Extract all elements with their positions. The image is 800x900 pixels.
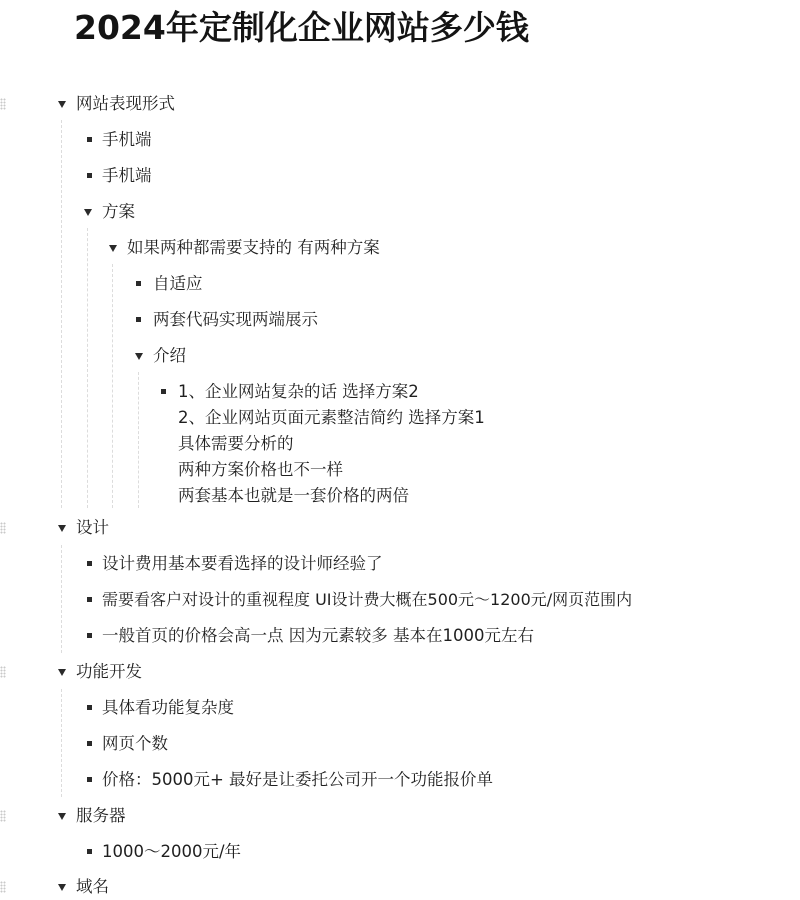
bullet-icon [87,741,92,746]
outline-node-mobile-2[interactable]: 手机端 [102,166,152,185]
bullet-icon [136,317,141,322]
drag-handle-icon[interactable] [0,522,6,534]
collapse-toggle-icon[interactable] [135,353,143,360]
note-line: 2、企业网站页面元素整洁简约 选择方案1 [178,408,485,427]
outline-node-plan[interactable]: 方案 [102,202,135,221]
bullet-icon [161,389,166,394]
indent-guide [138,372,139,508]
indent-guide [61,689,62,797]
drag-handle-icon[interactable] [0,98,6,110]
outline-node-design[interactable]: 设计 [76,518,109,537]
indent-guide [112,264,113,508]
outline-node-design-fee[interactable]: 设计费用基本要看选择的设计师经验了 [102,554,383,573]
outline-node-two-plans[interactable]: 如果两种都需要支持的 有两种方案 [127,238,380,257]
note-line: 具体需要分析的 [178,434,294,453]
collapse-toggle-icon[interactable] [109,245,117,252]
bullet-icon [87,561,92,566]
note-line: 两套基本也就是一套价格的两倍 [178,486,409,505]
collapse-toggle-icon[interactable] [58,669,66,676]
collapse-toggle-icon[interactable] [58,884,66,891]
indent-guide [61,120,62,508]
drag-handle-icon[interactable] [0,881,6,893]
outline-node-development[interactable]: 功能开发 [76,662,142,681]
bullet-icon [87,173,92,178]
outline-node-intro-note[interactable] [178,379,485,509]
drag-handle-icon[interactable] [0,810,6,822]
collapse-toggle-icon[interactable] [84,209,92,216]
page-title: 2024年定制化企业网站多少钱 [74,8,529,47]
collapse-toggle-icon[interactable] [58,101,66,108]
note-line: 两种方案价格也不一样 [178,460,343,479]
indent-guide [61,545,62,653]
outline-node-server[interactable]: 服务器 [76,806,126,825]
note-line: 1、企业网站复杂的话 选择方案2 [178,382,419,401]
bullet-icon [87,597,92,602]
outline-node-design-importance[interactable]: 需要看客户对设计的重视程度 UI设计费大概在500元～1200元/网页范围内 [102,590,633,609]
drag-handle-icon[interactable] [0,666,6,678]
indent-guide [87,228,88,508]
outline-node-website-form[interactable]: 网站表现形式 [76,94,175,113]
bullet-icon [87,137,92,142]
bullet-icon [87,633,92,638]
outline-node-domain[interactable]: 域名 [76,877,109,896]
bullet-icon [136,281,141,286]
outline-node-homepage-price[interactable]: 一般首页的价格会高一点 因为元素较多 基本在1000元左右 [102,626,534,645]
collapse-toggle-icon[interactable] [58,525,66,532]
outline-node-dev-price[interactable]: 价格：5000元+ 最好是让委托公司开一个功能报价单 [102,770,494,789]
bullet-icon [87,777,92,782]
outline-node-page-count[interactable]: 网页个数 [102,734,168,753]
outline-node-intro[interactable]: 介绍 [153,346,186,365]
outline-node-responsive[interactable]: 自适应 [153,274,203,293]
outline-node-two-codebases[interactable]: 两套代码实现两端展示 [153,310,318,329]
outline-node-complexity[interactable]: 具体看功能复杂度 [102,698,234,717]
bullet-icon [87,705,92,710]
collapse-toggle-icon[interactable] [58,813,66,820]
outline-node-server-price[interactable]: 1000～2000元/年 [102,842,242,861]
bullet-icon [87,849,92,854]
outline-node-mobile[interactable]: 手机端 [102,130,152,149]
